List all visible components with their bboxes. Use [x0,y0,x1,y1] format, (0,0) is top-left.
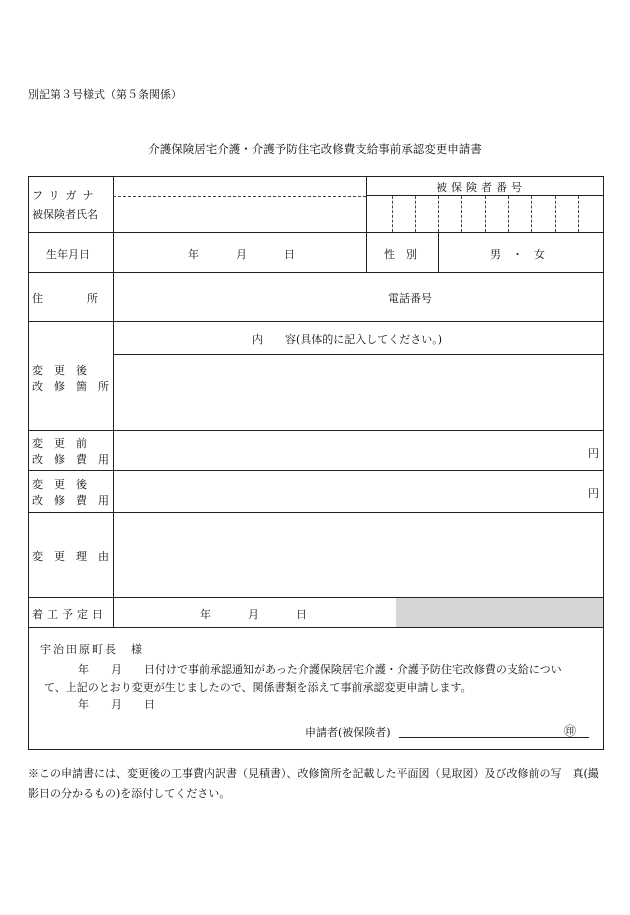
birthdate-label: 生年月日 [46,248,90,261]
after-cost-field[interactable] [117,473,582,509]
phone-label: 電話番号 [388,292,432,305]
before-cost-field[interactable] [117,433,582,467]
office-use-shaded-cell [396,598,603,627]
addressee: 宇治田原町長 様 [40,643,144,656]
after-location-label-2: 改 修 箇 所 [32,380,109,393]
applicant-signature-line[interactable] [399,737,589,738]
start-day-unit: 日 [296,608,307,621]
declaration-date: 年 月 日 [78,698,155,711]
insured-number-label: 被保険者番号 [436,181,526,194]
start-month-unit: 月 [248,608,259,621]
start-year-unit: 年 [200,608,211,621]
after-cost-yen: 円 [588,487,599,500]
after-cost-label-2: 改 修 費 用 [32,494,109,507]
birth-year-unit: 年 [188,248,199,261]
insured-name-label: 被保険者氏名 [32,208,98,221]
seal-mark: ㊞ [564,724,577,738]
after-location-label-1: 変 更 後 [32,364,87,377]
reason-field[interactable] [117,515,600,594]
document-title: 介護保険居宅介護・介護予防住宅改修費支給事前承認変更申請書 [148,142,482,156]
before-cost-label-1: 変 更 前 [32,437,87,450]
birth-day-unit: 日 [284,248,295,261]
address-label: 住 所 [32,292,98,305]
before-cost-label-2: 改 修 費 用 [32,453,109,466]
furigana-field[interactable] [117,178,362,194]
after-cost-label-1: 変 更 後 [32,478,87,491]
birth-month-unit: 月 [236,248,247,261]
sex-options[interactable]: 男 ・ 女 [490,248,545,261]
insured-name-field[interactable] [117,199,362,229]
start-date-label: 着工予定日 [32,608,107,621]
address-field[interactable] [117,275,382,319]
reason-label: 変 更 理 由 [32,550,109,563]
furigana-label: フリガナ [32,189,100,202]
content-header: 内 容(具体的に記入してください。) [252,333,443,346]
form-id: 別記第３号様式（第５条関係） [28,88,182,101]
attachment-note: ※この申請書には、変更後の工事費内訳書（見積書）、改修箇所を記載した平面図（見取図）及び改修前の写 真(撮影日の分かるもの)を添付してください。 [28,767,599,800]
after-location-field[interactable] [117,357,600,427]
declaration-line-1: 年 月 日付けで事前承認通知があった介護保険居宅介護・介護予防住宅改修費の支給につい [78,663,562,676]
declaration-line-2: て、上記のとおり変更が生じましたので、関係書類を添えて事前承認変更申請します。 [44,681,472,694]
sex-label: 性 別 [384,248,417,261]
before-cost-yen: 円 [588,447,599,460]
insured-number-field[interactable] [369,198,601,230]
applicant-label: 申請者(被保険者) [305,726,391,739]
